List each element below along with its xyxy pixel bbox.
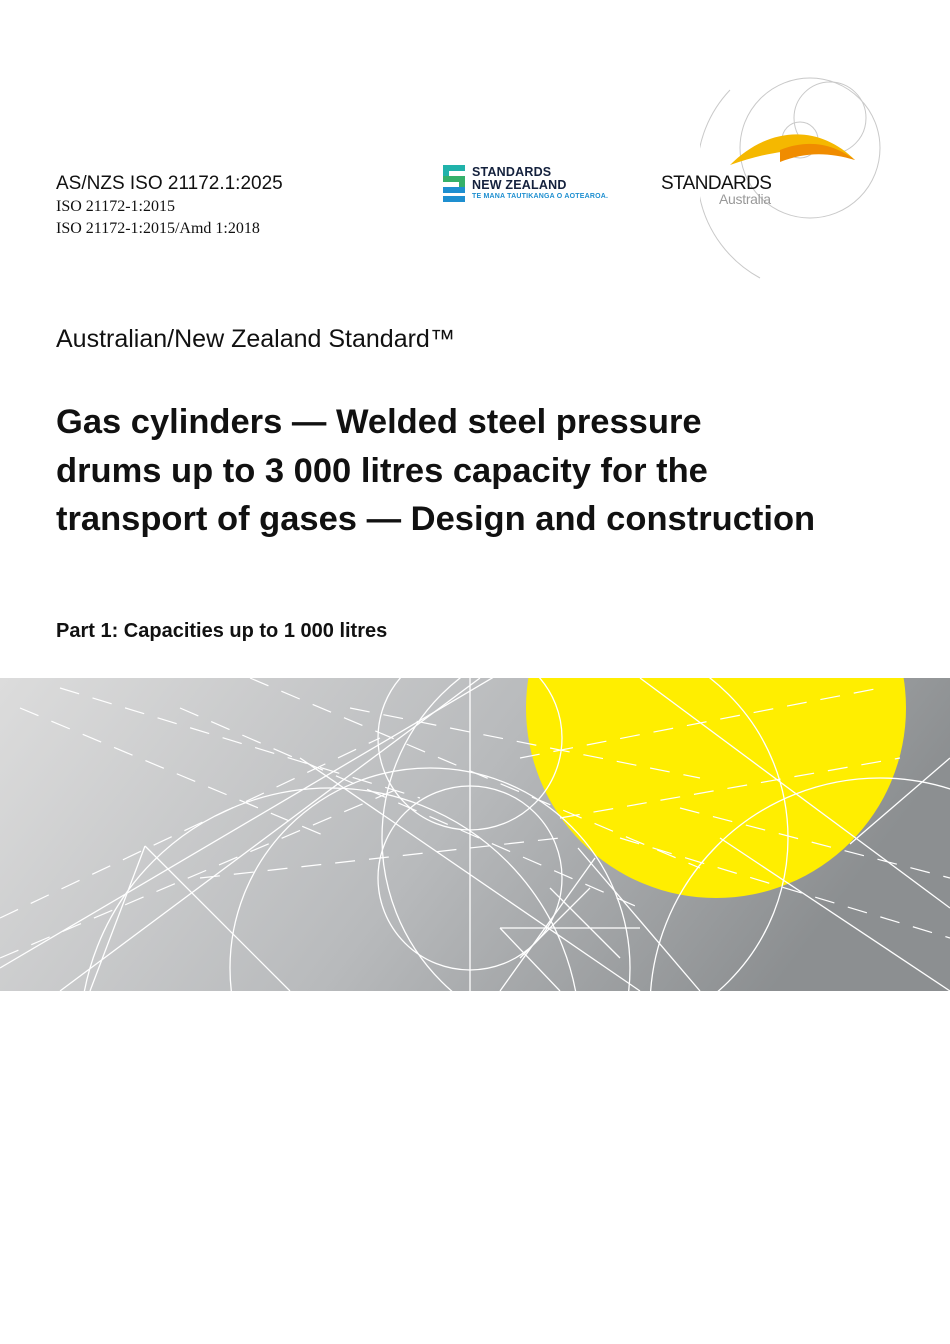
part-subtitle: Part 1: Capacities up to 1 000 litres [56,620,388,642]
iso-amendment-reference: ISO 21172-1:2015/Amd 1:2018 [56,220,260,237]
standards-nz-logo [443,165,633,205]
sa-logo-line2: Australia [719,191,771,207]
document-identifiers [56,172,283,240]
document-title: Gas cylinders — Welded steel pressure drums up to 3 000 litres capacity for the transport of gases — Design and construction [56,403,816,538]
standard-type-label: Australian/New Zealand Standard™ [56,325,455,353]
sa-logo-line1: STANDARDS [661,173,772,194]
iso-reference: ISO 21172-1:2015 [56,198,175,215]
snz-logo-line1: STANDARDS [472,165,552,179]
geometric-pattern-banner [0,678,950,991]
snz-logo-tagline: TE MANA TAUTIKANGA O AOTEAROA. [472,193,609,200]
standards-nz-mark-icon [443,165,465,202]
snz-logo-line2: NEW ZEALAND [472,178,567,192]
standard-number: AS/NZS ISO 21172.1:2025 [56,173,283,194]
